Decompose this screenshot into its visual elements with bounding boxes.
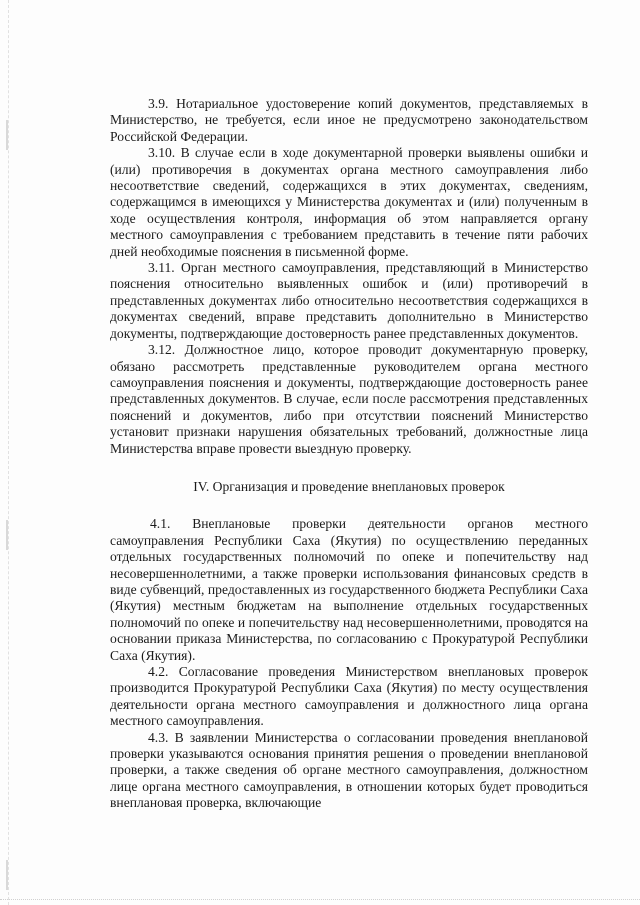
paragraph-4-1: 4.1. Внеплановые проверки деятельности органов местного самоуправления Республики Саха (Якутия) по осуществлению переданных отдельных государственных полномочий по опеке и попечительству над несовершеннолетними, а также проверки использования финансовых средств в виде субвенций, предоставленных из государственного бюджета Республики Саха (Якутия) местным бюджетам на выполнение отдельных государственных полномочий по опеке и попечительству над несовершеннолетними, проводятся на основании приказа Министерства, по согласованию с Прокуратурой Республики Саха (Якутия). [110,516,588,663]
scan-artifact [6,520,8,550]
paragraph-3-11: 3.11. Орган местного самоуправления, представляющий в Министерство пояснения относительно выявленных ошибок и (или) противоречий в представленных документах либо относительно несоответствия содержащихся в документах сведений, вправе представить дополнительно в Министерство документы, подтверждающие достоверность ранее представленных документов. [110,260,588,341]
paragraph-3-10: 3.10. В случае если в ходе документарной проверки выявлены ошибки и (или) противоречия в документах органа местного самоуправления либо несоответствие сведений, содержащихся в этих документах, сведениям, содержащимся в имеющихся у Министерства документах и (или) полученным в ходе осуществления контроля, информация об этом направляется органу местного самоуправления с требованием представить в течение пяти рабочих дней необходимые пояснения в письменной форме. [110,145,588,259]
scan-edge-bottom [0,899,640,901]
paragraph-3-12: 3.12. Должностное лицо, которое проводит документарную проверку, обязано рассмотреть представленные руководителем органа местного самоуправления пояснения и документы, подтверждающие достоверность ранее представленных документов. В случае, если после рассмотрения представленных пояснений и документов, либо при отсутствии пояснений Министерство установит признаки нарушения обязательных требований, должностные лица Министерства вправе провести выездную проверку. [110,342,588,456]
paragraph-4-2: 4.2. Согласование проведения Министерством внеплановых проверок производится Прокуратурой Республики Саха (Якутия) по месту осуществления деятельности органа местного самоуправления и должностного лица органа местного самоуправления. [110,664,588,729]
paragraph-3-9: 3.9. Нотариальное удостоверение копий документов, представляемых в Министерство, не требуется, если иное не предусмотрено законодательством Российской Федерации. [110,96,588,144]
document-body [110,96,588,812]
scan-artifact [6,860,8,890]
section-heading-iv: IV. Организация и проведение внеплановых проверок [193,478,505,494]
scan-edge-left [8,0,10,905]
scan-artifact [6,120,8,150]
paragraph-4-3: 4.3. В заявлении Министерства о согласовании проведения внеплановой проверки указываются основания принятия решения о проведении внеплановой проверки, а также сведения об органе местного самоуправления, должностном лице органа местного самоуправления, в отношении которых будет проводиться внеплановая проверка, включающие [110,729,588,811]
